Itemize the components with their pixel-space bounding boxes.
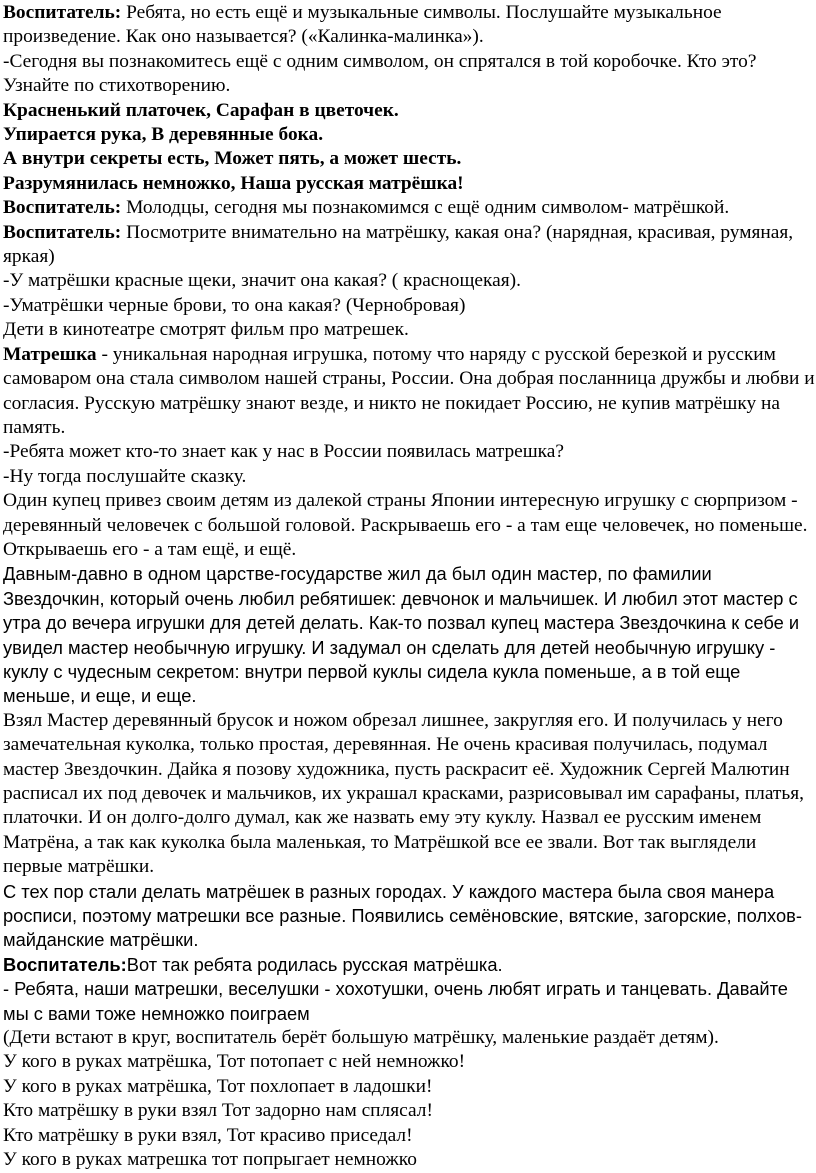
paragraph: -Ну тогда послушайте сказку. — [3, 465, 247, 487]
paragraph — [3, 953, 816, 977]
paragraph: Дети в кинотеатре смотрят фильм про матрешек. — [3, 319, 409, 341]
poem-line — [3, 147, 816, 171]
poem-line-text: А внутри секреты есть, Может пять, а может шесть. — [3, 148, 462, 170]
speaker-label: Воспитатель: — [3, 2, 122, 23]
poem-line: Кто матрёшку в руки взял, Тот красиво приседал! — [3, 1124, 413, 1146]
poem-line: У кого в руках матрешка тот попрыгает немножко — [3, 1149, 417, 1171]
poem-line: Кто матрёшку в руки взял Тот задорно нам сплясал! — [3, 1100, 433, 1122]
paragraph — [3, 343, 816, 441]
paragraph: -Сегодня вы познакомитесь ещё с одним символом, он спрятался в той коробочке. Кто это? Узнайте по стихотворению. — [3, 50, 757, 97]
speaker-label: Воспитатель: — [3, 953, 127, 975]
poem-line-text: Разрумянилась немножко, Наша русская матрёшка! — [3, 172, 464, 194]
paragraph — [3, 196, 816, 220]
poem-line — [3, 123, 816, 147]
paragraph: - Ребята, наши матрешки, веселушки - хохотушки, очень любят играть и танцевать. Давайте мы с вами тоже немножко поиграем — [3, 978, 788, 1024]
paragraph-text: Посмотрите внимательно на матрёшку, какая она? (нарядная, красивая, румяная, яркая) — [3, 221, 794, 268]
speaker-label: Воспитатель: — [3, 221, 122, 243]
poem-line — [3, 172, 816, 196]
paragraph-text: - уникальная народная игрушка, потому что наряду с русской березкой и русским самоваром она стала символом нашей страны, России. Она добрая посланница дружбы и любви и согласия. Русскую матрёшку знают везде, и никто не покидает Россию, не купив матрёшку на память. — [3, 343, 815, 438]
paragraph: Давным-давно в одном царстве-государстве жил да был один мастер, по фамилии Звездочкин, который очень любил ребятишек: девчонок и мальчишек. И любил этот мастер с утра до вечера игрушки для детей делать. Как-то позвал купец мастера Звездочкина к себе и увидел мастер необычную игрушку. И задумал он сделать для детей необычную игрушку - куклу с чудесным секретом: внутри первой куклы сидела кукла поменьше, а в той еще меньше, и еще, и еще. — [3, 563, 800, 707]
paragraph-text: Молодцы, сегодня мы познакомимся с ещё одним символом- матрёшкой. — [121, 197, 730, 219]
poem-line — [3, 99, 816, 123]
paragraph: С тех пор стали делать матрёшек в разных городах. У каждого мастера была своя манера росписи, поэтому матрешки все разные. Появились семёновские, вятские, загорские, полхов-майданские матрёшки. — [3, 880, 802, 951]
poem-line: У кого в руках матрёшка, Тот похлопает в ладошки! — [3, 1075, 433, 1097]
paragraph-text: Вот так ребята родилась русская матрёшка. — [126, 953, 503, 975]
poem-line-text: Красненький платочек, Сарафан в цветочек. — [3, 99, 399, 121]
paragraph: -Ребята может кто-то знает как у нас в России появилась матрешка? — [3, 441, 565, 463]
poem-line-text: Упирается рука, В деревянные бока. — [3, 124, 324, 146]
paragraph: (Дети встают в круг, воспитатель берёт большую матрёшку, маленькие раздаёт детям). — [3, 1027, 719, 1049]
speaker-label: Воспитатель: — [3, 197, 122, 219]
paragraph — [3, 221, 816, 270]
paragraph: Один купец привез своим детям из далекой страны Японии интересную игрушку с сюрпризом - деревянный человечек с большой головой. Раскрываешь его - а там еще человечек, но поменьше. Открываешь его - а там ещё, и ещё. — [3, 490, 808, 560]
paragraph — [3, 1, 816, 50]
paragraph: Взял Мастер деревянный брусок и ножом обрезал лишнее, закругляя его. И получилась у него замечательная куколка, только простая, деревянная. Не очень красивая получилась, подумал мастер Звездочкин. Дайка я позову художника, пусть раскрасит её. Художник Сергей Малютин расписал их под девочек и мальчиков, их украшал красками, разрисовывал им сарафаны, платья, платочки. И он долго-долго думал, как же назвать ему эту куклу. Назвал ее русским именем Матрёна, а так как куколка была маленькая, то Матрёшкой все ее звали. Вот так выглядели первые матрёшки. — [3, 709, 805, 878]
paragraph-text: Ребята, но есть ещё и музыкальные символы. Послушайте музыкальное произведение. Как оно называется? («Калинка-малинка»). — [3, 2, 722, 48]
paragraph: -У матрёшки красные щеки, значит она какая? ( краснощекая). — [3, 270, 521, 292]
paragraph: -Уматрёшки черные брови, то она какая? (Чернобровая) — [3, 294, 466, 316]
term-label: Матрешка — [3, 343, 97, 365]
poem-line: У кого в руках матрёшка, Тот потопает с ней немножко! — [3, 1051, 466, 1073]
